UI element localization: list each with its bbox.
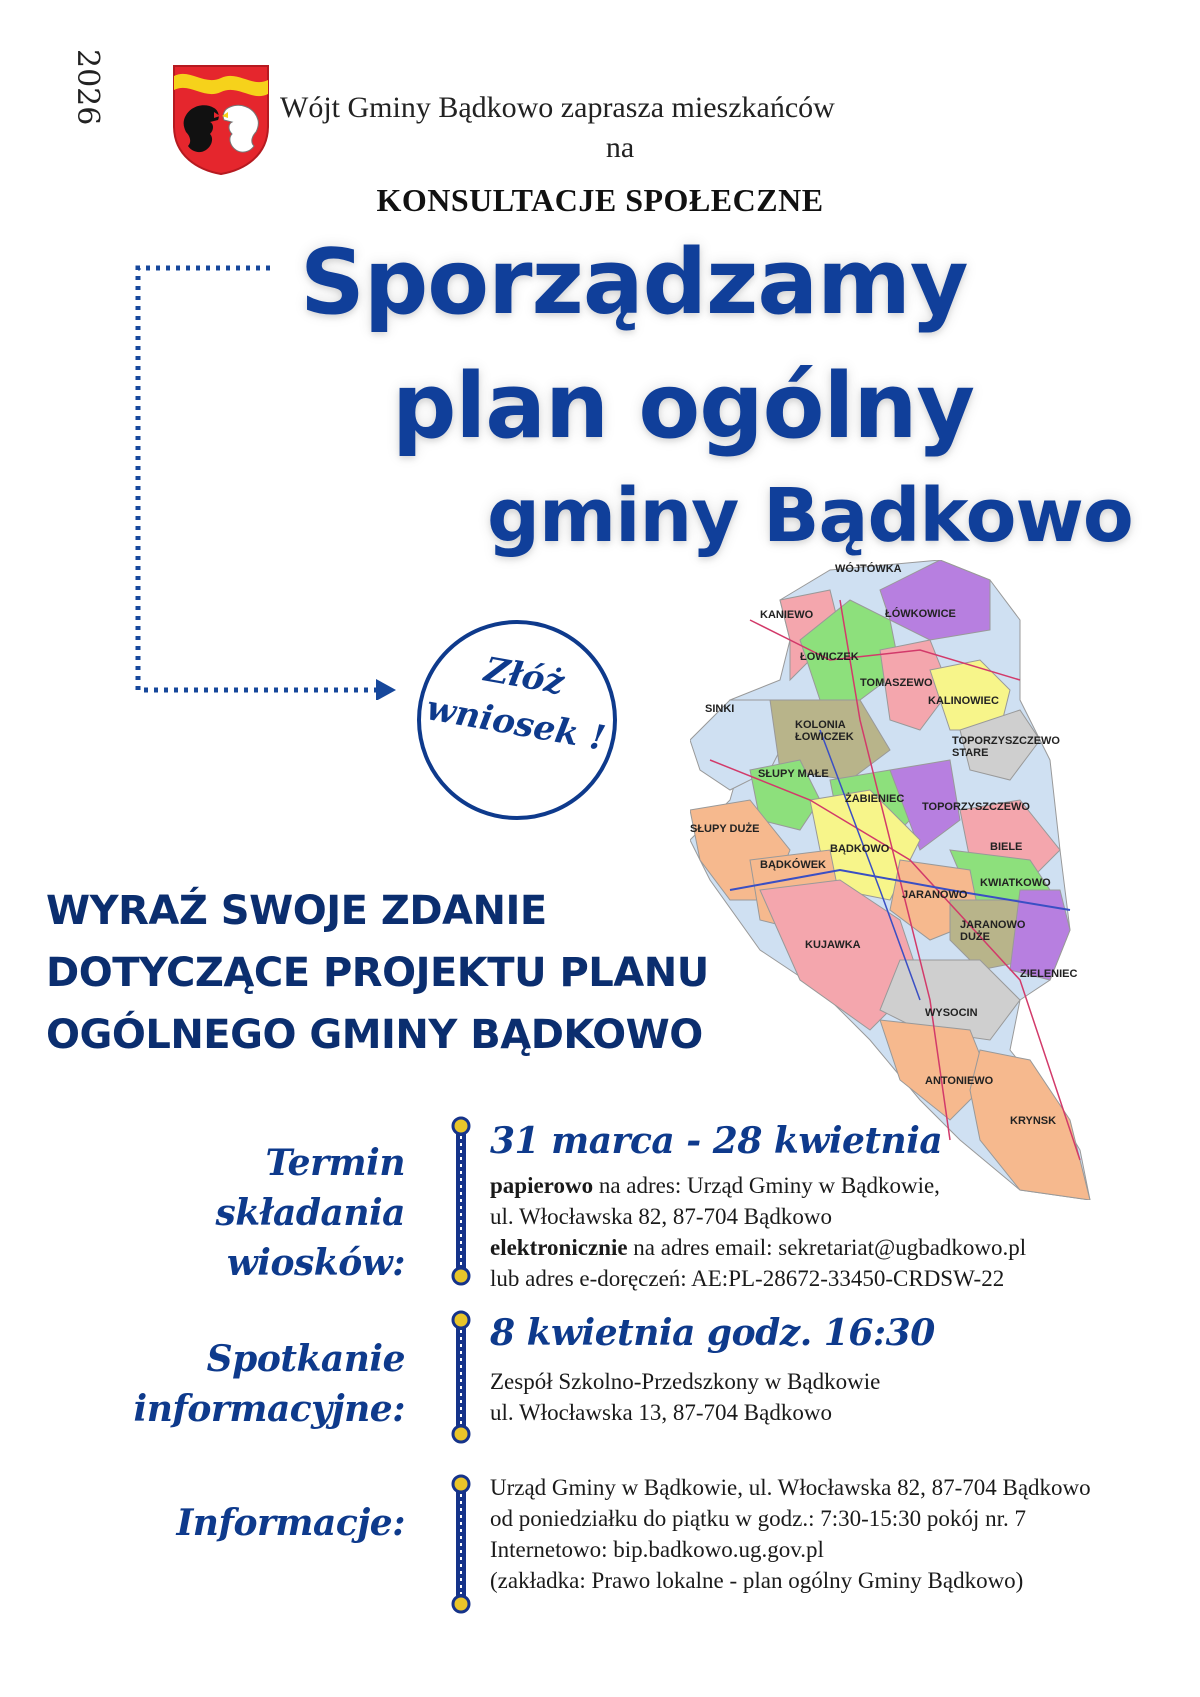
meeting-address: ul. Włocławska 13, 87-704 Bądkowo — [490, 1400, 832, 1425]
deadline-details — [490, 1170, 1180, 1294]
title-line-1: Sporządzamy — [300, 230, 968, 335]
map-place-label: SINKI — [705, 703, 735, 715]
map-place-label: ZIELENIEC — [1020, 968, 1078, 980]
map-place-label: TOPORZYSZCZEWO — [922, 801, 1030, 813]
email-address: na adres email: sekretariat@ugbadkowo.pl — [627, 1235, 1027, 1260]
meeting-place: Zespół Szkolno-Przedszkony w Bądkowie — [490, 1369, 881, 1394]
map-place-label: BIELE — [990, 841, 1023, 853]
invitation-na: na — [605, 131, 635, 164]
map-place-label: TOMASZEWO — [860, 677, 933, 689]
meeting-date: 8 kwietnia godz. 16:30 — [490, 1312, 935, 1354]
map-place-label: JARANOWO DUŻE — [960, 919, 1026, 943]
map-place-label: WYSOCIN — [925, 1007, 978, 1019]
map-place-label: WÓJTÓWKA — [835, 563, 902, 575]
map-place-label: ANTONIEWO — [925, 1075, 994, 1087]
contact-line-3: Internetowo: bip.badkowo.ug.gov.pl — [490, 1537, 824, 1562]
contact-line-1: Urząd Gminy w Bądkowie, ul. Włocławska 82, 87-704 Bądkowo — [490, 1475, 1091, 1500]
map-place-label: ŁOWICZEK — [800, 651, 859, 663]
map-place-label: KUJAWKA — [805, 939, 861, 951]
timeline-bar-icon — [450, 1474, 472, 1614]
paper-method: papierowo — [490, 1173, 594, 1198]
cta-line-2: wniosek ! — [423, 688, 609, 760]
timeline-bar-icon — [450, 1310, 472, 1444]
edelivery-address: lub adres e-doręczeń: AE:PL-28672-33450-CRDSW-22 — [490, 1266, 1005, 1291]
map-place-label: ŁÓWKOWICE — [885, 608, 956, 620]
consultation-heading: KONSULTACJE SPOŁECZNE — [376, 182, 824, 218]
headline-line-1: WYRAŹ SWOJE ZDANIE — [46, 888, 547, 934]
map-place-label: KOLONIA ŁOWICZEK — [795, 719, 854, 743]
deadline-label-line-1: Termin składania — [215, 1142, 405, 1234]
contact-details — [490, 1472, 1180, 1596]
headline-line-3: OGÓLNEGO GMINY BĄDKOWO — [46, 1012, 703, 1058]
map-place-label: SŁUPY DUŻE — [690, 823, 760, 835]
deadline-label-line-2: wiosków: — [226, 1242, 405, 1284]
meeting-details — [490, 1366, 1180, 1428]
coat-of-arms-logo — [170, 62, 272, 176]
map-place-label: BĄDKOWO — [830, 843, 890, 855]
map-place-label: KALINOWIEC — [928, 695, 999, 707]
map-place-label: KANIEWO — [760, 609, 814, 621]
meeting-label — [65, 1334, 405, 1434]
headline — [46, 880, 806, 1066]
meeting-label-line-1: Spotkanie — [206, 1338, 405, 1380]
electronic-method: elektronicznie — [490, 1235, 628, 1260]
map-place-label: KRYNSK — [1010, 1115, 1057, 1127]
cta-line-1: Złóż — [481, 649, 567, 703]
deadline-date: 31 marca - 28 kwietnia — [490, 1120, 943, 1162]
map-place-label: KWIATKOWO — [980, 877, 1051, 889]
office-address: ul. Włocławska 82, 87-704 Bądkowo — [490, 1204, 832, 1229]
contact-line-4: (zakładka: Prawo lokalne - plan ogólny Gminy Bądkowo) — [490, 1568, 1024, 1593]
headline-line-2: DOTYCZĄCE PROJEKTU PLANU — [46, 950, 709, 996]
timeline-bar-icon — [450, 1116, 472, 1286]
invitation-text: Wójt Gminy Bądkowo zaprasza mieszkańców — [280, 91, 835, 124]
year-label: 2026 — [70, 49, 105, 126]
map-place-label: ŻABIENIEC — [845, 793, 905, 805]
info-label: Informacje: — [176, 1502, 405, 1544]
map-place-label: SŁUPY MAŁE — [758, 768, 829, 780]
meeting-label-line-2: informacyjne: — [133, 1388, 405, 1430]
paper-address: na adres: Urząd Gminy w Bądkowie, — [593, 1173, 940, 1198]
title-line-2: plan ogólny — [392, 354, 975, 459]
region-zieleniec — [1010, 890, 1070, 980]
map-place-label: BĄDKÓWEK — [760, 859, 826, 871]
map-place-label: JARANOWO — [902, 889, 968, 901]
contact-line-2: od poniedziałku do piątku w godz.: 7:30-15:30 pokój nr. 7 — [490, 1506, 1026, 1531]
map-place-label: TOPORZYSZCZEWO STARE — [952, 735, 1060, 759]
dotted-arrow-icon — [130, 260, 410, 700]
deadline-label — [65, 1138, 405, 1288]
title-line-3: gminy Bądkowo — [487, 473, 1133, 559]
